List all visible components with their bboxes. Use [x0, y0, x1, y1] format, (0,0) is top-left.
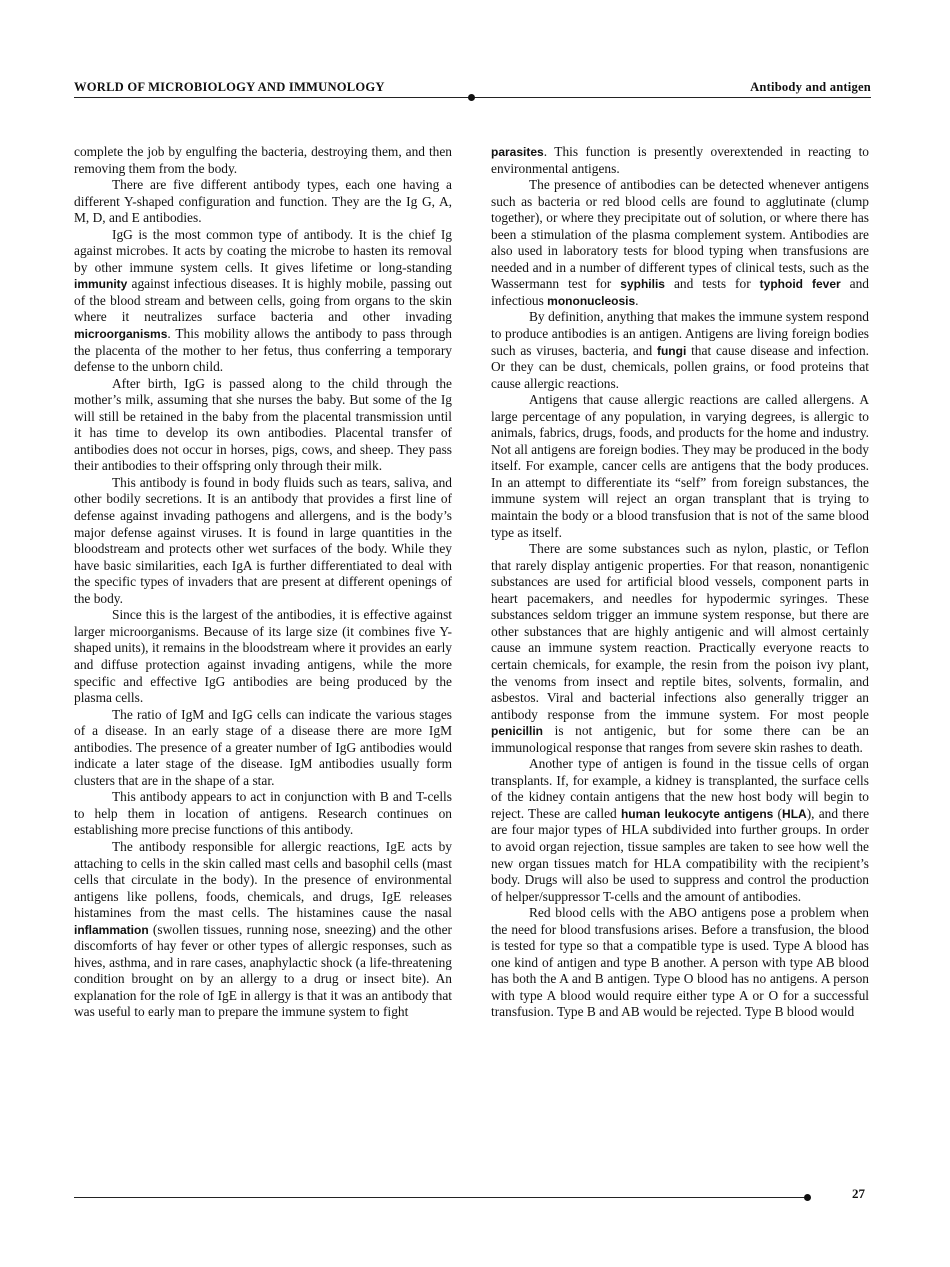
- paragraph-text: IgG is the most common type of antibody. It is the chief Ig against microbes. It acts by coating the microbe to hasten its removal by other immune system cells. It gives lifetime or long-standing: [74, 226, 452, 275]
- paragraph: [74, 839, 452, 1021]
- cross-reference-term: fungi: [656, 343, 687, 358]
- paragraph: [74, 475, 452, 607]
- paragraph-text: Antigens that cause allergic reactions are called allergens. A large percentage of any population, in varying degrees, is allergic to animals, fabrics, drugs, foods, and products for the home and industry. Not all antigens are foreign bodies. They may be produced in the body itself. For example, cancer cells are antigens that the body produces. In an attempt to differentiate its “self” from foreign substances, the immune system will reject an organ transplant that is trying to maintain the body or a blood transfusion that is not of the same blood type as itself.: [491, 392, 869, 540]
- paragraph-text: By definition, anything that makes the immune system respond to produce antibodies is an antigen. Antigens are living foreign bodies such as viruses, bacteria, and: [491, 309, 869, 358]
- paragraph: [74, 707, 452, 790]
- paragraph-text: This antibody appears to act in conjunction with B and T-cells to help them in location of antigens. Research continues on establishing more precise functions of this antibody.: [74, 789, 452, 838]
- paragraph-text: After birth, IgG is passed along to the child through the mother’s milk, assuming that she nurses the baby. But some of the Ig will still be retained in the baby from the placental transmission until it has time to develop its own antibodies. Placental transfer of antibodies does not occur in horses, pigs, cows, and sheep. They pass their antibodies to their offspring only through their milk.: [74, 375, 452, 474]
- cross-reference-term: HLA: [782, 806, 807, 821]
- footer-rule-dot: [804, 1194, 811, 1201]
- paragraph: [491, 144, 869, 177]
- paragraph: [491, 541, 869, 756]
- paragraph: [74, 607, 452, 706]
- paragraph-text: . This function is presently overextended in reacting to environmental antigens.: [491, 144, 869, 176]
- paragraph-text: .: [635, 292, 639, 308]
- paragraph: [491, 309, 869, 392]
- right-column: [491, 144, 869, 1021]
- cross-reference-term: penicillin: [491, 724, 544, 739]
- paragraph-text: ), and there are four major types of HLA subdivided into further groups. In order to avoid organ rejection, tissue samples are taken to see how well the new organ tissues match for HLA compatibility with the recipient’s body. Drugs will also be used to suppress and control the production of helper/suppressor T-cells and the amount of antibodies.: [491, 805, 870, 904]
- paragraph: [74, 376, 452, 475]
- paragraph: [491, 392, 869, 541]
- paragraph-text: The presence of antibodies can be detected whenever antigens such as bacteria or red blood cells are found to agglutinate (clump together), or where they precipitate out of solution, or where there has been a stimulation of the plasma complement system. Antibodies are also used in laboratory tests for blood typing when transfusions are needed and in a number of different types of clinical tests, such as the Wassermann test for: [491, 177, 869, 292]
- paragraph-text: that cause disease and infection. Or they can be dust, chemicals, pollen grains, or food proteins that cause allergic reactions.: [491, 342, 869, 391]
- cross-reference-term: syphilis: [620, 277, 665, 292]
- cross-reference-term: inflammation: [74, 922, 149, 937]
- paragraph-text: Red blood cells with the ABO antigens pose a problem when the need for blood transfusions arises. Before a transfusion, the blood is tested for type so that a compatible type is used. Type A blood has one kind of antigen and type B another. A person with type AB blood has both the A and B antigen. Type O blood has no antigens. A person with type A blood would require either type A or O for a successful transfusion. Type B and AB would be rejected. Type B blood would: [491, 905, 869, 1020]
- paragraph-text: is not antigenic, but for some there can be an immunological response that ranges from severe skin rashes to death.: [491, 723, 869, 755]
- paragraph-text: Since this is the largest of the antibodies, it is effective against larger microorganisms. Because of its large size (it combines five Y-shaped units), it remains in the bloodstream where it provides an early and diffuse protection against invading antigens, while the more specific and effective IgG antibodies are being produced by the plasma cells.: [74, 607, 452, 706]
- book-title: WORLD OF MICROBIOLOGY AND IMMUNOLOGY: [74, 80, 385, 94]
- paragraph-text: The ratio of IgM and IgG cells can indicate the various stages of a disease. In an early stage of a disease there are more IgM antibodies. The presence of a greater number of IgG antibodies would indicate a later stage of the disease. IgM antibodies usually form clusters that are in the shape of a star.: [74, 706, 452, 788]
- paragraph-text: (swollen tissues, running nose, sneezing) and the other discomforts of hay fever or other types of allergic responses, such as hives, asthma, and in rare cases, anaphylactic shock (a life-threatening condition brought on by an allergy to a drug or insect bite). An explanation for the role of IgE in allergy is that it was an antibody that was useful to early man to prepare the immune system to fight: [74, 921, 452, 1020]
- paragraph-text: The antibody responsible for allergic reactions, IgE acts by attaching to cells in the skin called mast cells and basophil cells (mast cells that circulate in the body). In the presence of environmental antigens like pollens, foods, chemicals, and drugs, IgE releases histamines from the mast cells. The histamines cause the nasal: [74, 838, 452, 921]
- paragraph: [491, 905, 869, 1021]
- paragraph: [491, 177, 869, 309]
- header-rule-dot: [468, 94, 475, 101]
- paragraph: [74, 144, 452, 177]
- paragraph-text: Another type of antigen is found in the tissue cells of organ transplants. If, for example, a kidney is transplanted, the surface cells of the kidney contain antigens that the new host body will begin to reject. These are called: [491, 756, 869, 821]
- section-title: Antibody and antigen: [750, 80, 871, 94]
- cross-reference-term: mononucleosis: [547, 293, 636, 308]
- paragraph-text: (: [773, 805, 783, 821]
- paragraph-text: and infectious: [491, 276, 869, 308]
- cross-reference-term: immunity: [74, 277, 128, 292]
- paragraph-text: There are five different antibody types, each one having a different Y-shaped configuration and function. They are the Ig G, A, M, D, and E antibodies.: [74, 177, 452, 226]
- paragraph: [74, 177, 452, 227]
- cross-reference-term: parasites: [491, 145, 544, 159]
- cross-reference-term: microorganisms: [74, 327, 168, 342]
- paragraph-text: complete the job by engulfing the bacteria, destroying them, and then removing them from the body.: [74, 144, 452, 176]
- left-column: [74, 144, 452, 1021]
- paragraph: [74, 789, 452, 839]
- paragraph: [74, 227, 452, 376]
- paragraph-text: There are some substances such as nylon, plastic, or Teflon that rarely display antigenic properties. For that reason, nonantigenic substances are used for artificial blood vessels, component parts in heart pacemakers, and needles for hypodermic syringes. These substances seldom trigger an immune system response, but there are other substances that are highly antigenic and will almost certainly cause an immune system reaction. Practically everyone reacts to certain chemicals, for example, the resin from the poison ivy plant, the venoms from insect and reptile bites, solvents, formalin, and asbestos. Viral and bacterial infections also generally trigger an antibody response from the immune system. For most people: [491, 541, 869, 722]
- cross-reference-term: human leukocyte antigens: [620, 806, 774, 821]
- paragraph-text: . This mobility allows the antibody to pass through the placenta of the mother to her fetus, thus conferring a temporary defense to the unborn child.: [74, 326, 452, 375]
- paragraph-text: against infectious diseases. It is highly mobile, passing out of the blood stream and between cells, going from organs to the skin where it neutralizes surface bacteria and other invading: [74, 276, 452, 325]
- cross-reference-term: typhoid fever: [759, 277, 841, 292]
- page-number: 27: [852, 1186, 865, 1201]
- paragraph: [491, 756, 869, 905]
- footer-rule: [74, 1197, 808, 1198]
- paragraph-text: This antibody is found in body fluids such as tears, saliva, and other bodily secretions. It is an antibody that provides a first line of defense against invading pathogens and allergens, and is the body’s major defense against viruses. It is found in large quantities in the bloodstream and protects other wet surfaces of the body. While they have basic similarities, each IgA is further differentiated to deal with the specific types of invaders that are present at different openings of the body.: [74, 474, 452, 606]
- paragraph-text: and tests for: [664, 276, 760, 292]
